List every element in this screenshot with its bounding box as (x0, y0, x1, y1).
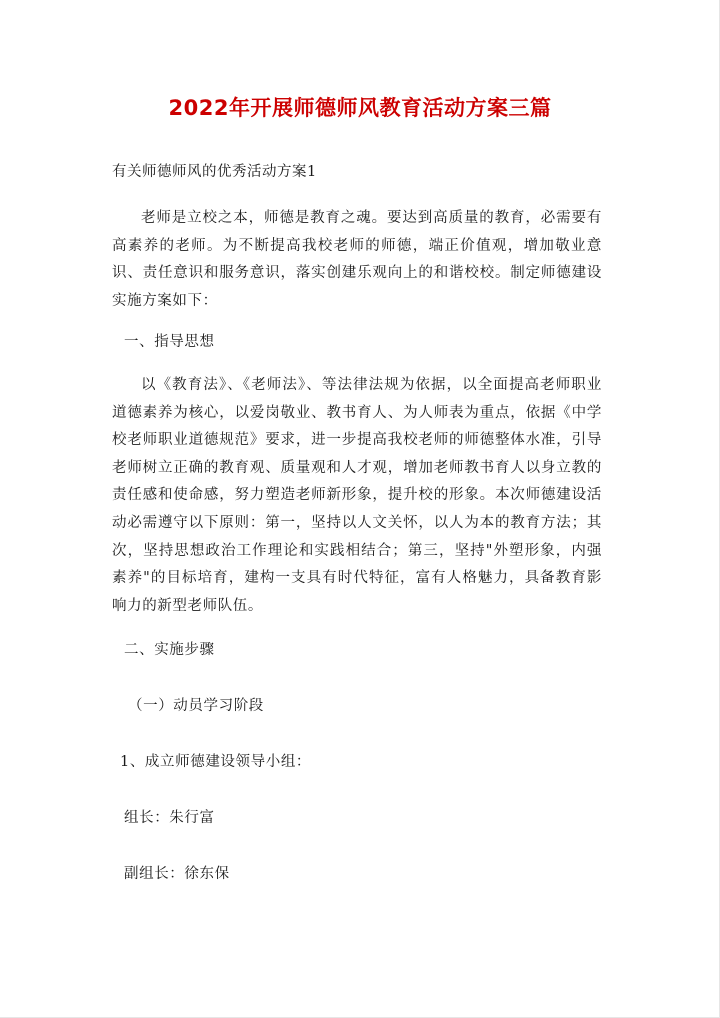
guiding-ideology-paragraph: 以《教育法》、《老师法》、等法律法规为依据，以全面提高老师职业道德素养为核心，以爱岗敬业、教书育人、为人师表为重点，依据《中学校老师职业道德规范》要求，进一步提高我校老师的师德整体水准，引导老师树立正确的教育观、质量观和人才观，增加老师教书育人以身立教的责任感和使命感，努力塑造老师新形象，提升校的形象。本次师德建设活动必需遵守以下原则：第一，坚持以人文关怀，以人为本的教育方法；其次，坚持思想政治工作理论和实践相结合；第三，坚持"外塑形象，内强素养"的目标培育，建构一支具有时代特征，富有人格魅力，具备教育影响力的新型老师队伍。 (112, 377, 602, 614)
leader-line: 组长：朱行富 (124, 810, 215, 826)
section-heading-implementation-steps: 二、实施步骤 (124, 642, 215, 658)
list-item-leadership-group: 1、成立师德建设领导小组： (120, 754, 312, 770)
intro-paragraph: 老师是立校之本，师德是教育之魂。要达到高质量的教育，必需要有高素养的老师。为不断提高我校老师的师德，端正价值观，增加敬业意识、责任意识和服务意识，落实创建乐观向上的和谐校校。制定师德建设实施方案如下： (112, 210, 602, 309)
deputy-leader-line: 副组长：徐东保 (124, 866, 230, 882)
document-title: 2022年开展师德师风教育活动方案三篇 (168, 96, 552, 120)
sub-heading-mobilization-stage: （一）动员学习阶段 (128, 698, 264, 714)
document-subtitle: 有关师德师风的优秀活动方案1 (112, 164, 317, 180)
section-heading-guiding-ideology: 一、指导思想 (124, 334, 215, 350)
